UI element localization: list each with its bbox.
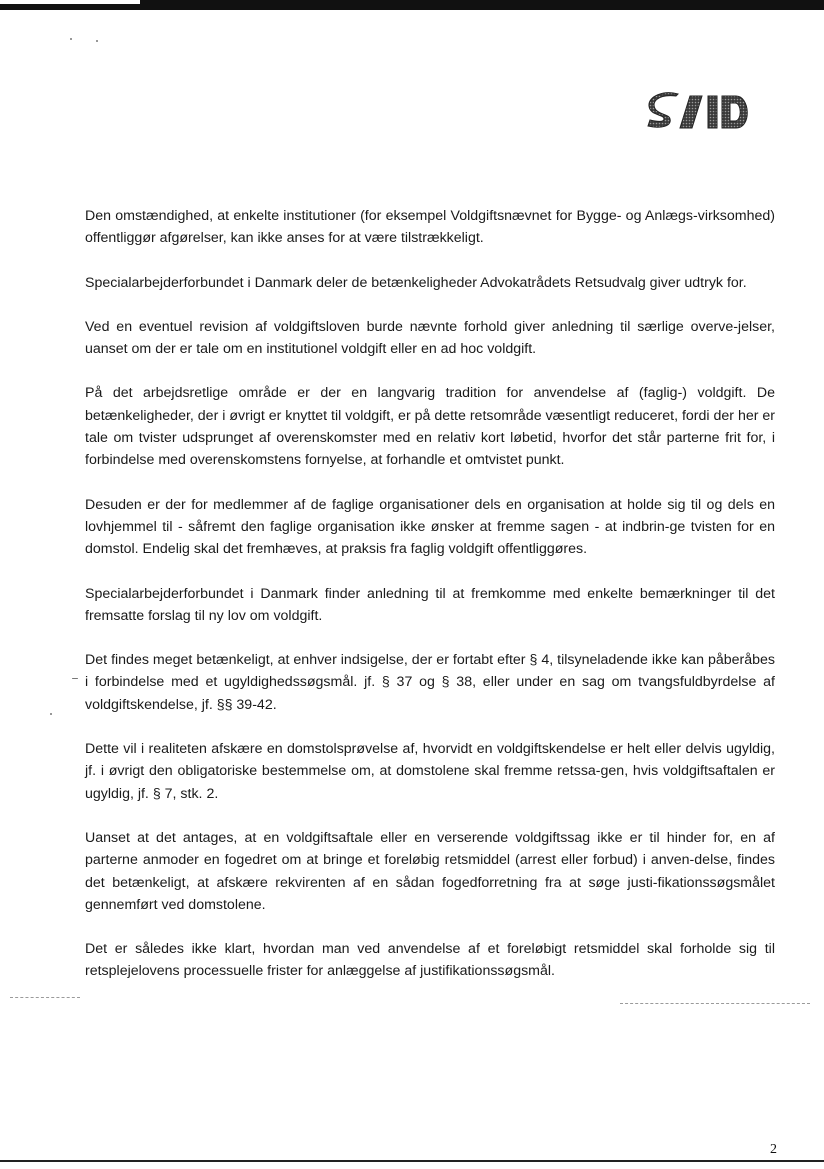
sid-logo xyxy=(646,92,752,130)
paragraph-8: Dette vil i realiteten afskære en domstolsprøvelse af, hvorvidt en voldgiftskendelse er helt eller delvis ugyldig, jf. i øvrigt den obligatoriske bestemmelse om, at domstolene skal fremme retssa-gen, hvis voldgiftsaftalen er ugyldig, jf. § 7, stk. 2. xyxy=(85,741,775,802)
paragraph-7: Det findes meget betænkeligt, at enhver indsigelse, der er fortabt efter § 4, tilsyneladende ikke kan påberåbes i forbindelse med et ugyldighedssøgsmål. jf. § 37 og § 38, eller under en sag om tvangsfuldbyrdelse af voldgiftskendelse, jf. §§ 39-42. xyxy=(85,652,775,713)
paragraph-5: Desuden er der for medlemmer af de faglige organisationer dels en organisation at holde sig til og dels en lovhjemmel til - såfremt den faglige organisation ikke ønsker at fremme sagen - at indbrin-ge tvisten for en domstol. Endelig skal det fremhæves, at praksis fra faglig voldgift offentliggøres. xyxy=(85,496,775,558)
scan-speck xyxy=(50,713,52,715)
paragraph-1: Den omstændighed, at enkelte institutioner (for eksempel Voldgiftsnævnet for Bygge- og Anlægs-virksomhed) offentliggør afgørelser, kan ikke anses for at være tilstrækkeligt. xyxy=(85,208,775,247)
scan-artifact-line xyxy=(620,1003,810,1005)
scan-artifact-line xyxy=(10,997,80,999)
page-number: 2 xyxy=(770,1142,777,1157)
scan-bottom-border xyxy=(0,1160,824,1162)
paragraph-10: Det er således ikke klart, hvordan man ved anvendelse af et foreløbigt retsmiddel skal forholde sig til retsplejelovens processuelle frister for anlæggelse af justifikationssøgsmål. xyxy=(85,941,775,980)
scan-top-border-gap xyxy=(0,0,140,4)
scan-speck xyxy=(72,678,78,679)
paragraph-6: Specialarbejderforbundet i Danmark finder anledning til at fremkomme med enkelte bemærkninger til det fremsatte forslag til ny lov om voldgift. xyxy=(85,585,775,624)
scan-speck xyxy=(96,40,98,42)
paragraph-3: Ved en eventuel revision af voldgiftsloven burde nævnte forhold giver anledning til særlige overve-jelser, uanset om der er tale om en institutionel voldgift eller en ad hoc voldgift. xyxy=(85,318,775,358)
paragraph-4: På det arbejdsretlige område er der en langvarig tradition for anvendelse af (faglig-) voldgift. De betænkeligheder, der i øvrigt er knyttet til voldgift, er på dette retsområde væsentligt reduceret, fordi der her er tale om tvister udsprunget af overenskomster med en relativ kort løbetid, hvorfor det står parterne frit for, i forbindelse med overenskomstens fornyelse, at forhandle et omtvistet punkt. xyxy=(85,385,776,469)
paragraph-9: Uanset at det antages, at en voldgiftsaftale eller en verserende voldgiftssag ikke er til hinder for, en af parterne anmoder en fogedret om at bringe et foreløbig retsmiddel (arrest eller forbud) i anven-delse, findes det betænkeligt, at afskære rekvirenten af en sådan fogedforretning fra at søge justi-fikationssøgsmålet gennemført ved domstolene. xyxy=(85,829,775,913)
paragraph-2: Specialarbejderforbundet i Danmark deler de betænkeligheder Advokatrådets Retsudvalg giver udtryk for. xyxy=(85,274,747,291)
letter-body xyxy=(85,205,775,983)
scan-speck xyxy=(70,38,72,40)
